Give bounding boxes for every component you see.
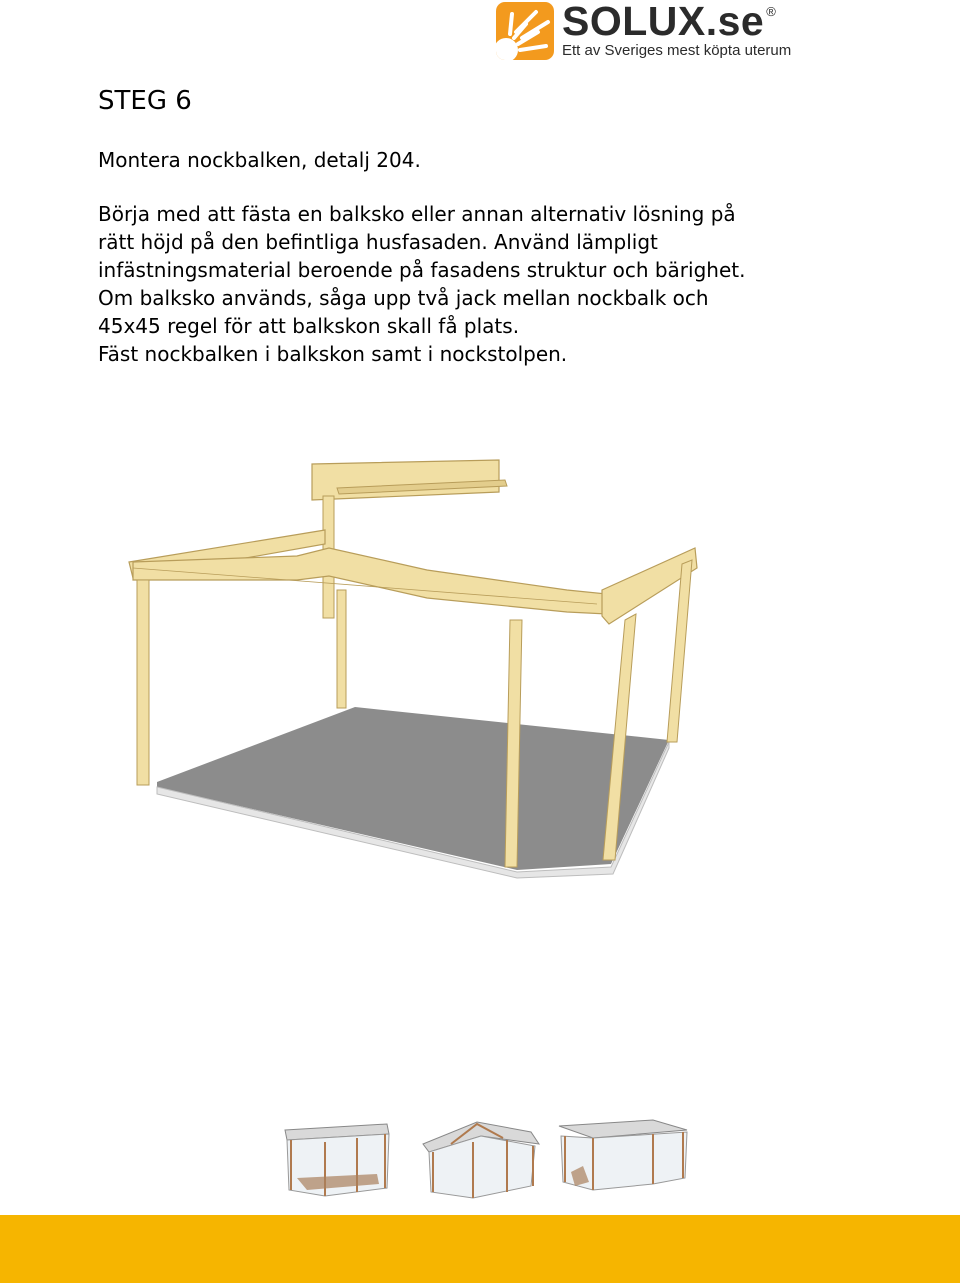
right-post <box>667 560 692 742</box>
solux-logo <box>496 0 826 64</box>
instruction-line: rätt höjd på den befintliga husfasaden. Använd lämpligt <box>98 230 658 254</box>
instruction-line: Börja med att fästa en balksko eller annan alternativ lösning på <box>98 202 736 226</box>
frame-illustration <box>97 452 735 894</box>
model-thumbnail <box>267 1112 407 1202</box>
front-left-post <box>137 580 149 785</box>
instruction-line: infästningsmaterial beroende på fasadens struktur och bärighet. <box>98 258 746 282</box>
step-heading: STEG 6 <box>98 86 192 116</box>
brand-tagline: Ett av Sveriges mest köpta uterum <box>562 42 792 59</box>
registered-mark: ® <box>766 4 777 19</box>
floor-slab <box>157 707 669 870</box>
brand-name: SOLUX.se ® <box>562 0 777 44</box>
instruction-line: Fäst nockbalken i balkskon samt i nockstolpen. <box>98 342 568 366</box>
step-subtitle: Montera nockbalken, detalj 204. <box>98 148 421 172</box>
back-post <box>337 590 346 708</box>
model-thumbnail <box>411 1112 551 1202</box>
instruction-line: Om balksko används, såga upp två jack mellan nockbalk och <box>98 286 709 310</box>
footer-bar <box>0 1215 960 1283</box>
instruction-line: 45x45 regel för att balkskon skall få plats. <box>98 314 520 338</box>
model-thumbnail <box>553 1112 693 1202</box>
sun-logo-icon <box>496 2 554 60</box>
instruction-text <box>98 200 858 368</box>
